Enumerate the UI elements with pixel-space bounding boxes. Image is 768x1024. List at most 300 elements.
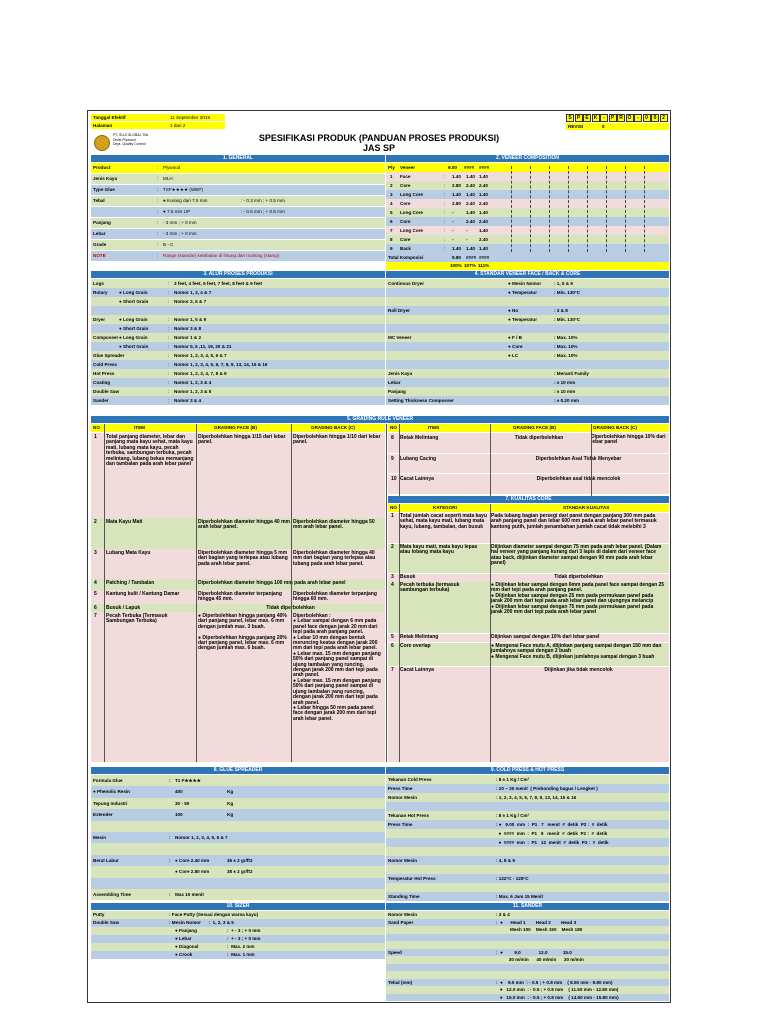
standar-sub: ● Temperatur: [508, 317, 537, 322]
doc-code-char: -: [634, 114, 642, 122]
veneer-label: Veneer: [400, 165, 416, 170]
glue-label: Tepung Industri: [93, 800, 128, 806]
grading-face: ● Diperbolehkan hingga panjang 40% dari panjang panel, lebar max. 6 mm dengan jumlah max. 3 buah. ● Diperbolehkan hingga panjang 20% dari panjang panel, lebar max. 6 mm dengan jumlah max. 6 buah.: [198, 613, 287, 652]
sander-label: Tebal (mm): [388, 979, 413, 985]
alur-colon: :: [168, 389, 170, 394]
kualitas-std: Diijinkan diameter sampai dengan 75 mm pada arah lebar panel. (Dalam hal veneer yang panjang kurang dari 3 lapis di dalam dari veneer face atau back, diijinkan diameter sampai dengan 90 mm pada arah lebar panel): [491, 544, 662, 567]
doc-title-2: JAS SP: [362, 143, 395, 153]
grading-no: 5: [94, 591, 97, 597]
general-colon: :: [157, 231, 159, 236]
grading-no: 10: [391, 476, 397, 482]
grading-no: 1: [94, 434, 97, 440]
grading-face: Diperbolehkan Asal Tidak Menyebar: [535, 456, 622, 462]
cold-row: [386, 802, 669, 811]
standar-value: : Meranti Family: [554, 371, 589, 376]
standar-row: [386, 288, 669, 297]
grading-face: Tidak diperbolehkan: [514, 435, 564, 441]
grading-back: Diperbolehkan diameter terpanjang hingga 60 mm.: [293, 591, 377, 603]
glue-row: [91, 843, 385, 854]
doc-code-char: E: [583, 114, 591, 122]
veneer-a: -: [452, 228, 454, 233]
cold-row: [386, 865, 669, 874]
sander-value: ● 15.0 mm : - 0.5 ; + 0.8 mm ( 14.50 mm - 15.80 mm): [496, 994, 619, 1000]
grading-no: 2: [94, 519, 97, 525]
veneer-no: 8: [390, 237, 393, 242]
cold-label: Tekanan Hot Press: [388, 813, 430, 818]
cold-row: [386, 838, 669, 847]
kualitas-row: [388, 582, 669, 633]
veneer-c: 2.40: [479, 237, 488, 242]
standar-label: Roll Dryer: [388, 308, 410, 313]
grading-vline: [291, 424, 292, 762]
alur-label: Rotary: [93, 290, 108, 295]
general-colon: :: [157, 198, 159, 203]
glue-row: [91, 832, 385, 843]
glue-row: [91, 798, 385, 809]
grading-item: Cacat Lainnya: [400, 476, 434, 482]
grading-no: 6: [94, 605, 97, 611]
sander-value: : ● 9.0 12.0 15.0: [496, 949, 572, 955]
grading-row: [388, 474, 669, 494]
standar-label: Setting Thickness Composser: [388, 398, 454, 403]
standar-section: [386, 279, 669, 409]
veneer-pct-row: [386, 262, 669, 270]
doc-code-char: S: [566, 114, 574, 122]
veneer-row: [386, 208, 669, 217]
sizer-value: : + - 3 ; + 0 mm: [227, 936, 261, 941]
kualitas-no: 4: [391, 582, 394, 588]
veneer-c: 1.40: [479, 192, 488, 197]
general-row: [91, 185, 385, 195]
alur-sub: ● Short Grain: [119, 326, 149, 331]
kualitas-no: 3: [391, 574, 394, 580]
kualitas-row: [388, 544, 669, 573]
grading-vline: [591, 424, 592, 496]
veneer-total-label: Total Komposisi: [388, 255, 424, 260]
grading-item: Pecah Terbuka (Termasuk Sambungan Terbuka): [106, 613, 168, 625]
kualitas-std: Tidak diperbolehkan: [554, 574, 603, 580]
sander-row: [386, 971, 669, 979]
veneer-b: 2.40: [466, 201, 475, 206]
alur-label: Sander: [93, 398, 109, 403]
glue-colon: :: [169, 835, 171, 840]
veneer-a: 2.80: [452, 201, 461, 206]
cold-row: [386, 892, 669, 901]
cold-value: ● #### mm : P1 9 menit # detik P2 : # detik: [496, 831, 608, 836]
general-row: [91, 196, 385, 206]
grading-heading: 5. GRADING RULE VENEER: [91, 416, 669, 423]
grading-row: [91, 518, 385, 549]
cold-label: Nomor Mesin: [388, 795, 418, 800]
grading-col-header-left: [91, 424, 385, 432]
kualitas-col: KATEGORI: [433, 505, 457, 510]
cold-row: [386, 856, 669, 865]
veneer-colon: :: [444, 237, 446, 242]
grading-col-header: NO: [93, 425, 100, 430]
alur-value: Nomor 3 & 4: [174, 398, 202, 403]
veneer-b: 1.40: [466, 192, 475, 197]
kualitas-kat: Mata kayu mati, mata kayu lepas atau lobang mata kayu: [400, 544, 478, 556]
grading-back: Diperbolehkan : ● Lebar sampai dengan 6 mm pada panel face dengan jarak 20 mm dari tepi pada arah panjang panel. ● Lebar 10 mm dengan bentuk meruncing keatas dengan jarak 200 mm dari tepi pada arah lebar panel. ● Lebar max. 15 mm dengan panjang 50% dari panjang panel sampai di ujung tambalan yang runcing, dengan jarak 200 mm dari tepi pada arah panel. ● Lebar max. 15 mm dengan panjang 50% dari panjang panel sampai di ujung tambalan yang runcing, dengan jarak 200 mm dari tepi pada arah panel. ● Lebar hingga 50 mm pada panel face dengan jarak 200 mm dari tepi arah lebar panel.: [293, 613, 381, 722]
sizer-sub: ● Lebar: [175, 936, 192, 941]
alur-row: [91, 342, 385, 351]
sizer-sub: ● Crook: [175, 952, 193, 957]
standar-value: : Max. 10%: [554, 344, 578, 349]
glue-c: 38 ± 2 gr/ft2: [227, 869, 253, 875]
sizer-row: [91, 943, 385, 951]
cold-section: [386, 775, 669, 901]
alur-value: Nomor 1 & 2: [174, 335, 202, 340]
glue-label: Assembling Time: [93, 892, 131, 897]
grading-item: Total panjang diameter, lebar dan panjang mata kayu sehat, mata kayu mati, lubang mata kayu, pecah terbuka, sambungan terbuka, pecah melintang, lubang bekas memanjang dan tambalan pada arah lebar panel: [106, 434, 194, 468]
tanggal-value-box: [168, 114, 225, 121]
grading-col-header: GRADING FACE (B): [214, 425, 257, 430]
glue-c: Kg: [227, 800, 234, 806]
general-extra: : - 0.3 mm ; + 0.5 mm: [241, 198, 285, 203]
alur-row: [91, 351, 385, 360]
alur-row: [91, 306, 385, 315]
sander-value: : ● 9.0 mm : - 0.5 ; + 0.8 mm ( 8.50 mm - 9.80 mm): [496, 979, 613, 985]
ply-hash-2: ####: [479, 165, 490, 170]
general-label: NOTE: [93, 253, 106, 258]
grading-face: Tidak diperbolehkan: [266, 605, 315, 611]
sizer-heading: 10. SIZER: [91, 903, 385, 910]
alur-value: Nomor 1, 5 & 9: [174, 317, 207, 322]
glue-b: T1 F★★★★: [175, 778, 201, 783]
alur-colon: :: [168, 362, 170, 367]
cold-value: : ● 9.00 mm : P1 7 menit # detik P2 : # detik: [496, 822, 608, 827]
kualitas-kat: Cacat Lainnya: [400, 667, 434, 673]
veneer-a: -: [452, 237, 454, 242]
veneer-a: 1.40: [452, 192, 461, 197]
veneer-no: 3: [390, 192, 393, 197]
glue-colon: :: [169, 892, 171, 897]
alur-value: Nomor 1, 2, 3 & 4: [174, 380, 212, 385]
glue-b: ● Core 2.40 mm: [175, 857, 210, 863]
sizer-value: : Max. 2 mm: [227, 944, 255, 949]
cold-row: [386, 883, 669, 892]
alur-label: Cold Press: [93, 362, 117, 367]
sander-value: : ● Head 1 Head 2 Head 3: [496, 919, 577, 925]
veneer-row: [386, 244, 669, 253]
veneer-no: 5: [390, 210, 393, 215]
grading-no: 9: [391, 456, 394, 462]
general-label: Type Glue: [93, 187, 115, 192]
alur-colon: :: [168, 353, 170, 358]
alur-row: [91, 396, 385, 405]
grading-item: Lubang Cacing: [400, 456, 437, 462]
general-colon: :: [157, 253, 159, 258]
kualitas-kat: Retak Melintang: [400, 634, 439, 640]
glue-row: [91, 775, 385, 786]
standar-sub: ● Mesin Nomor: [508, 281, 542, 286]
sander-value: : 3 & 4: [496, 912, 510, 917]
doc-code-char: 2: [660, 114, 668, 122]
veneer-total-row: [386, 253, 669, 262]
ply-total: 9.00: [448, 165, 457, 170]
veneer-c: 1.40: [479, 228, 488, 233]
alur-colon: :: [168, 398, 170, 403]
revisi-value: 0: [602, 124, 605, 129]
veneer-a: -: [452, 219, 454, 224]
sizer-sub: ● Panjang: [175, 928, 197, 933]
standar-value: : 3 & 8: [554, 308, 568, 313]
standar-label: Jenis Kayu: [388, 371, 413, 376]
veneer-no: 9: [390, 246, 393, 251]
cold-label: Standing Time: [388, 894, 420, 899]
grading-no: 7: [94, 613, 97, 619]
veneer-colon: :: [444, 192, 446, 197]
veneer-name: Core: [400, 237, 411, 242]
grading-item: Patching / Tambalan: [106, 580, 155, 586]
glue-label: Berat Labur: [93, 857, 119, 863]
kualitas-row: [388, 634, 669, 642]
veneer-pct: 111%: [478, 263, 490, 268]
general-heading: 1. GENERAL: [91, 155, 385, 162]
veneer-colon: :: [444, 228, 446, 233]
grading-row: [388, 433, 669, 453]
alur-row: [91, 279, 385, 288]
grading-item: Kantung kulit / Kantung Damar: [106, 591, 180, 597]
grading-back: Diperbolehkan hingga 1/10 dari lebar panel.: [293, 434, 381, 446]
cold-value: : 20 ~ 30 menit ( Prebonding bagus / Lengket ): [496, 786, 598, 791]
standar-row: [386, 369, 669, 378]
kualitas-kat: Pecah terbuka (termasuk sambungan terbuka): [400, 582, 460, 594]
grading-vline: [399, 424, 400, 496]
sander-heading: 11. SANDER: [386, 903, 669, 910]
general-row: [91, 240, 385, 250]
veneer-c: 2.40: [479, 219, 488, 224]
cold-value: : 8 ± 1 Kg / Cm²: [496, 813, 530, 818]
general-value: MLH: [163, 176, 173, 181]
cold-row: [386, 775, 669, 784]
glue-section: [91, 775, 385, 901]
general-value: ● Kurang dari 7.5 mm: [163, 198, 208, 203]
kualitas-col-header: [388, 504, 669, 512]
kualitas-std: Diijinkan sampai dengan 10% dari lebar panel: [491, 634, 600, 640]
veneer-row: [386, 235, 669, 244]
glue-heading: 8. GLUE SPREADER: [91, 767, 385, 774]
alur-colon: :: [168, 299, 170, 304]
standar-value: : Max. 10%: [554, 353, 578, 358]
glue-b: 30 - 50: [175, 800, 190, 806]
veneer-dash: [568, 166, 569, 252]
veneer-name: Long Core: [400, 228, 423, 233]
grading-no: 3: [94, 550, 97, 556]
general-row: [91, 207, 385, 217]
veneer-b: 2.40: [466, 219, 475, 224]
revisi-row: [566, 123, 669, 130]
standar-label: Panjang: [388, 389, 406, 394]
cold-row: [386, 793, 669, 802]
standar-value: : Min. 130°C: [554, 290, 581, 295]
standar-row: [386, 324, 669, 333]
grading-no: 8: [391, 435, 394, 441]
veneer-no: 7: [390, 228, 393, 233]
alur-sub: ● Long Grain: [119, 317, 148, 322]
alur-row: [91, 297, 385, 306]
grading-no: 4: [94, 580, 97, 586]
grading-row: [388, 454, 669, 473]
standar-value: : Max. 10%: [554, 335, 578, 340]
general-label: Product: [93, 165, 111, 170]
kualitas-std: Diijinkan jika tidak mencolok: [544, 667, 613, 673]
veneer-colon: :: [444, 201, 446, 206]
grading-row: [91, 549, 385, 579]
alur-row: [91, 288, 385, 297]
alur-label: Composser: [93, 335, 119, 340]
glue-b: Max 10 menit: [175, 892, 204, 897]
veneer-c: 1.40: [479, 246, 488, 251]
standar-value: : 1, 5 & 9: [554, 281, 573, 286]
general-value: - 3 mm ; + 0 mm: [163, 220, 197, 225]
grading-col-header-right: [388, 424, 669, 432]
glue-row: [91, 878, 385, 889]
glue-b: ● Core 2.80 mm: [175, 869, 210, 875]
grading-back: Diperbolehkan diameter hingga 40 mm dari bagian yang terlepas atau lubang pada arah lebar panel.: [293, 550, 376, 567]
grading-item: Lubang Mata Kayu: [106, 550, 151, 556]
cold-row: [386, 847, 669, 856]
alur-colon: :: [168, 317, 170, 322]
general-extra: : - 0.5 mm ; + 0.8 mm: [241, 209, 285, 214]
veneer-c: 2.40: [479, 183, 488, 188]
company-line-1: PT. SUJI GLOBAL Tbk: [113, 133, 149, 137]
alur-label: Double Saw: [93, 389, 120, 394]
doc-code-char: 0: [643, 114, 651, 122]
alur-colon: :: [168, 281, 170, 286]
veneer-dash: [587, 166, 588, 252]
veneer-total-b: ####: [466, 255, 477, 260]
glue-c: Kg: [227, 789, 234, 795]
general-row: [91, 163, 385, 173]
ply-label: Ply: [388, 165, 395, 170]
veneer-ply-row: [386, 163, 669, 172]
halaman-label: Halaman: [93, 123, 113, 128]
sizer-value: : + - 3 ; + 0 mm: [227, 928, 261, 933]
grading-col-header: GRADING BACK (C): [311, 425, 355, 430]
grading-col-header: GRADING FACE (B): [513, 425, 556, 430]
alur-heading: 3. ALUR PROSES PRODUKSI: [91, 271, 385, 278]
veneer-b: -: [466, 237, 468, 242]
doc-code-char: O: [626, 114, 634, 122]
grading-face: Diperbolehkan hingga 1/15 dari lebar panel.: [198, 434, 286, 446]
grading-back: Diperbolehkan hingga 10% dari lebar panel: [591, 434, 666, 446]
cold-label: Press Time: [388, 786, 413, 791]
kualitas-std: ● Diijinkan lebar sampai dengan 6mm pada panel face sampai dengan 25 mm dari tepi pada arah panjang panel. ● Diijinkan lebar sampai dengan 25 mm pada permukaan panel pada jarak 200 mm dari tepi pada arah lebar panel dan ujungnya melancip ● Diijinkan lebar sampai dengan 75 mm pada permukaan panel pada jarak 200 mm dari tepi pada arah lebar panel: [491, 582, 665, 616]
alur-row: [91, 333, 385, 342]
veneer-row: [386, 190, 669, 199]
grading-item: Mata Kayu Mati: [106, 519, 143, 525]
alur-value: Nomor 2, 6 & 7: [174, 299, 207, 304]
veneer-colon: :: [444, 183, 446, 188]
standar-label: Continous Dryer: [388, 281, 424, 286]
kualitas-kat: Core overlap: [400, 643, 431, 649]
veneer-total-a: 9.80: [452, 255, 461, 260]
kualitas-vline: [399, 504, 400, 762]
cold-heading: 9. COLD PRESS & HOT PRESS: [386, 767, 669, 774]
sizer-value: : Max. 1 mm: [227, 952, 255, 957]
standar-row: [386, 306, 669, 315]
standar-label: Lebar: [388, 380, 401, 385]
sander-row: [386, 949, 669, 957]
sander-row: [386, 934, 669, 942]
standar-row: [386, 351, 669, 360]
veneer-row: [386, 199, 669, 208]
tanggal-value: 11 September 2019: [170, 115, 211, 120]
glue-label: Mesin: [93, 835, 107, 840]
sander-section: [386, 911, 669, 1001]
grading-col-header: ITEM: [134, 425, 145, 430]
cold-value: : 8 ± 1 Kg / Cm²: [496, 777, 530, 782]
glue-label: Extender: [93, 812, 113, 818]
veneer-dash: [644, 166, 645, 252]
veneer-row: [386, 226, 669, 235]
veneer-no: 2: [390, 183, 393, 188]
glue-row: [91, 889, 385, 900]
grading-row: [91, 612, 385, 762]
doc-code-char: K: [592, 114, 600, 122]
alur-value: Nomor 1, 2, 3, 4, 5, 6, 7, 8, 9, 13, 14, 15 & 16: [174, 362, 268, 367]
veneer-dash: [511, 166, 512, 252]
doc-code: [566, 114, 669, 122]
sizer-row: [91, 919, 385, 927]
glue-c: 36 ± 2 gr/ft2: [227, 857, 253, 863]
general-row: [91, 174, 385, 184]
veneer-colon: :: [444, 174, 446, 179]
alur-row: [91, 369, 385, 378]
kualitas-row: [388, 513, 669, 543]
cold-row: [386, 811, 669, 820]
grading-col-header: ITEM: [428, 425, 439, 430]
grading-section: [91, 424, 669, 762]
kualitas-col: STANDAR KUALITAS: [563, 505, 610, 510]
doc-title-1: SPESIFIKASI PRODUK (PANDUAN PROSES PRODUKSI): [258, 133, 500, 143]
alur-row: [91, 378, 385, 387]
general-value: Range (standar) ketebalan di hitung dari marking (stamp): [163, 253, 280, 258]
general-value: ● 7.5 mm UP: [163, 209, 191, 214]
grading-face: Diperbolehkan diameter terpanjang hingga 45 mm.: [198, 591, 282, 603]
general-value: TSF★★★★ (WBP): [163, 187, 203, 192]
alur-label: Dryer: [93, 317, 106, 322]
kualitas-no: 2: [391, 544, 394, 550]
standar-row: [386, 396, 669, 405]
cold-value: : 122°C - 128°C: [496, 876, 529, 881]
glue-b: 100: [175, 812, 183, 818]
kualitas-row: [388, 667, 669, 762]
general-row: [91, 251, 385, 261]
veneer-b: 1.40: [466, 174, 475, 179]
alur-row: [91, 324, 385, 333]
alur-sub: ● Long Grain: [119, 335, 148, 340]
veneer-name: Core: [400, 201, 411, 206]
alur-label: Glue Spreader: [93, 353, 125, 358]
veneer-c: 2.40: [479, 201, 488, 206]
cold-label: Nomor Mesin: [388, 858, 418, 863]
veneer-no: 4: [390, 201, 393, 206]
glue-colon: :: [169, 857, 171, 863]
cold-row: [386, 874, 669, 883]
sander-row: [386, 986, 669, 994]
sander-value: ● 12.0 mm : - 0.5 ; + 0.8 mm ( 11.50 mm - 12.80 mm): [496, 987, 619, 992]
grading-row: [91, 433, 385, 518]
sander-row: [386, 979, 669, 987]
glue-row: [91, 855, 385, 866]
alur-label: Hot Press: [93, 371, 115, 376]
halaman-row: [91, 122, 225, 129]
general-colon: :: [157, 176, 159, 181]
revisi-label: REVISI: [568, 124, 584, 129]
standar-row: [386, 333, 669, 342]
